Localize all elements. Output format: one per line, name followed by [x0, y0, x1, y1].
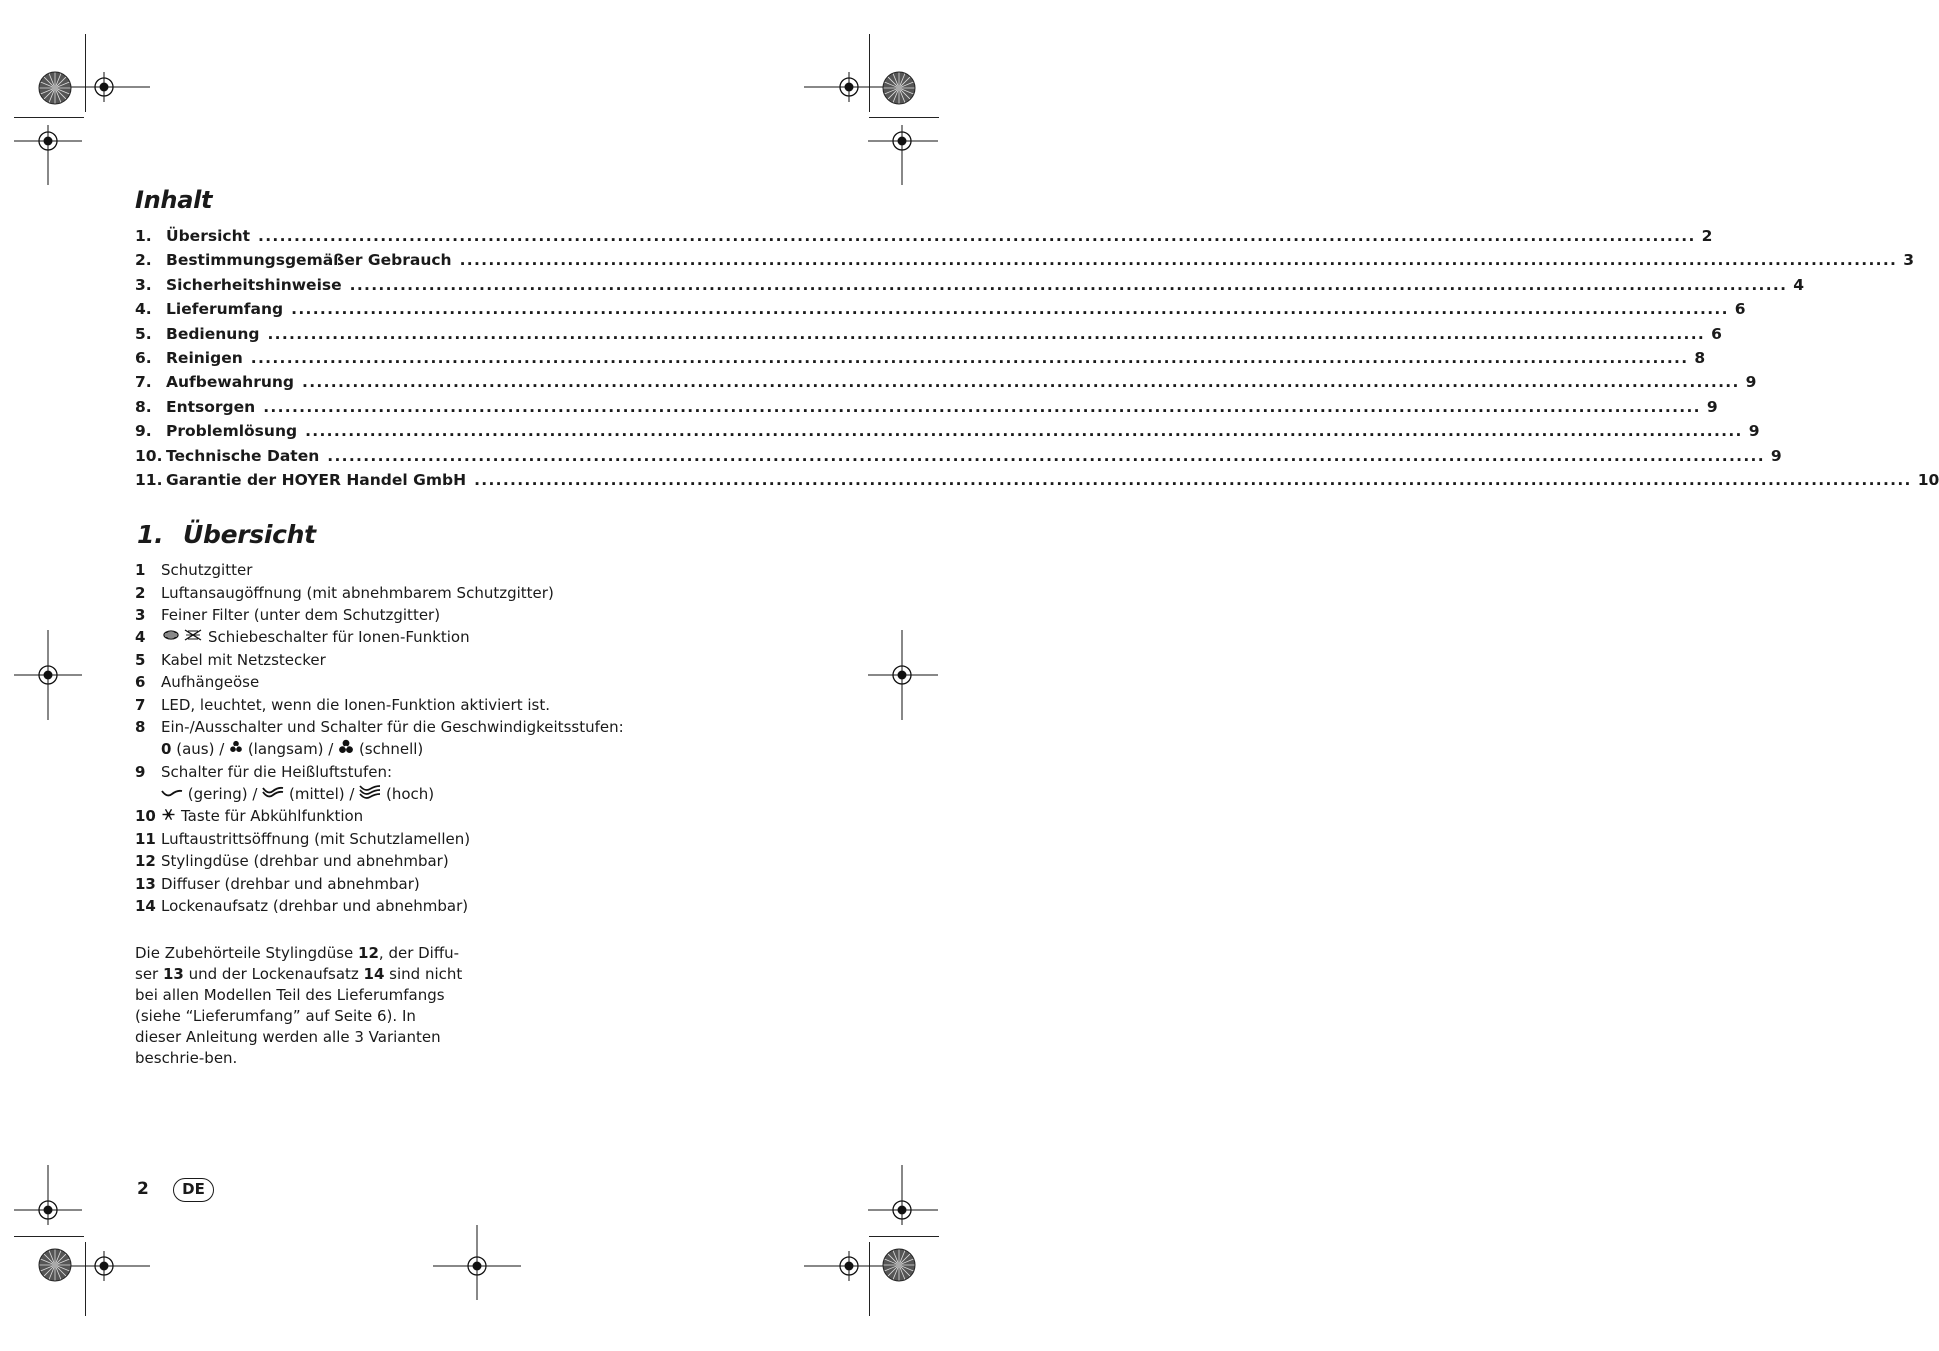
heat-mid-label: (mittel) / [288, 785, 355, 804]
part-number: 9 [135, 762, 146, 781]
toc-dot-leader: ........................................................................................................................................................................................................ [267, 324, 1706, 343]
color-wheel-icon [39, 72, 71, 104]
part-label: Taste für Abkühlfunktion [181, 807, 364, 826]
part-number: 13 [135, 874, 156, 893]
intro-text: , der Diffu-ser [135, 944, 460, 983]
toc-entry-page: 9 [1770, 446, 1782, 465]
speed-options [135, 738, 695, 760]
section-title: Übersicht [183, 520, 316, 549]
heat-high-label: (hoch) [386, 785, 435, 804]
toc-entry-number: 1. [135, 227, 152, 245]
color-wheel-icon [883, 1249, 915, 1281]
toc-entry-title: Problemlösung [166, 422, 298, 441]
part-label: Aufhängeöse [161, 673, 260, 692]
list-item [135, 626, 695, 648]
part-number: 7 [135, 695, 146, 714]
list-item [135, 805, 695, 827]
toc-entry[interactable] [135, 422, 1760, 446]
color-wheel-icon [39, 1249, 71, 1281]
toc-entry-title: Aufbewahrung [166, 373, 295, 392]
part-number: 3 [135, 605, 146, 624]
list-item [135, 828, 695, 850]
part-label: Lockenaufsatz (drehbar und abnehmbar) [161, 897, 469, 916]
toc-dot-leader: ........................................................................................................................................................................................................ [349, 275, 1788, 294]
part-number: 12 [135, 852, 156, 871]
toc-entry-number: 4. [135, 300, 152, 319]
toc-dot-leader: ........................................................................................................................................................................................................ [302, 373, 1740, 392]
snowflake-icon [161, 807, 176, 826]
toc-dot-leader: ........................................................................................................................................................................................................ [327, 446, 1765, 465]
toc-dot-leader: ........................................................................................................................................................................................................ [263, 397, 1701, 416]
list-item [135, 761, 695, 783]
toc-entry-number: 6. [135, 348, 152, 367]
toc-entry-page: 10 [1917, 470, 1939, 489]
part-reference: 14 [363, 964, 385, 983]
toc-entry-page: 9 [1706, 397, 1718, 416]
speed-off-label: (aus) / [176, 740, 225, 759]
toc-entry-number: 5. [135, 324, 152, 343]
toc-entry-page: 9 [1745, 373, 1757, 392]
heat-high-icon [359, 784, 381, 804]
list-item [135, 895, 695, 917]
part-label: LED, leuchtet, wenn die Ionen-Funktion aktiviert ist. [161, 695, 550, 714]
parts-list [135, 559, 695, 917]
list-item [135, 716, 695, 738]
toc-entry-title: Bedienung [166, 324, 260, 343]
part-number: 1 [135, 561, 146, 580]
part-label: Feiner Filter (unter dem Schutzgitter) [161, 605, 441, 624]
toc-entry-number: 9. [135, 422, 152, 441]
toc-entry-number: 7. [135, 373, 152, 392]
part-number: 10 [135, 807, 156, 826]
heat-low-icon [161, 785, 183, 803]
toc-entry[interactable] [135, 373, 1757, 397]
list-item [135, 649, 695, 671]
toc-entry[interactable] [135, 300, 1746, 324]
part-label: Schiebeschalter für Ionen-Funktion [208, 628, 470, 647]
part-label: Schutzgitter [161, 561, 253, 580]
toc-entry-page: 9 [1748, 422, 1760, 441]
toc-entry-page: 4 [1793, 275, 1805, 294]
toc-entry[interactable] [135, 348, 1706, 373]
section-heading [137, 520, 316, 549]
section-number: 1. [137, 520, 164, 549]
speed-off-value: 0 [161, 740, 172, 759]
toc-dot-leader: ........................................................................................................................................................................................................ [459, 251, 1898, 270]
part-reference: 12 [358, 944, 379, 962]
toc-entry-page: 6 [1711, 324, 1722, 343]
toc-entry-number: 2. [135, 251, 152, 270]
language-badge: DE [173, 1178, 214, 1202]
toc-entry-title: Bestimmungsgemäßer Gebrauch [166, 251, 452, 270]
heat-options [135, 783, 695, 805]
toc-heading: Inhalt [135, 186, 213, 214]
toc-entry[interactable] [135, 397, 1718, 422]
part-number: 6 [135, 673, 146, 692]
color-wheel-icon [883, 72, 915, 104]
page-number: 2 [137, 1179, 149, 1199]
part-number: 4 [135, 628, 146, 647]
toc-entry-page: 2 [1701, 227, 1713, 245]
part-label: Schalter für die Heißluftstufen: [161, 762, 393, 781]
fan-fast-icon [338, 739, 354, 759]
part-reference: 13 [162, 964, 184, 983]
toc-entry[interactable] [135, 470, 1939, 495]
toc-entry-number: 8. [135, 397, 152, 416]
heat-mid-icon [262, 785, 284, 803]
intro-text: Die Zubehörteile Stylingdüse [135, 944, 359, 962]
toc-entry-title: Technische Daten [166, 446, 320, 465]
intro-paragraph [135, 943, 465, 1068]
intro-text: und der Lockenaufsatz [183, 964, 364, 983]
toc-entry-title: Entsorgen [166, 397, 256, 416]
list-item [135, 671, 695, 693]
ion-off-icon [183, 628, 203, 646]
fan-slow-icon [229, 740, 243, 758]
part-number: 11 [135, 829, 156, 848]
toc-entry-title: Übersicht [166, 227, 251, 245]
speed-slow-label: (langsam) / [247, 740, 334, 759]
table-of-contents [135, 227, 1939, 495]
toc-entry[interactable] [135, 446, 1782, 471]
toc-entry[interactable] [135, 324, 1722, 349]
toc-entry-number: 3. [135, 275, 152, 294]
list-item [135, 850, 695, 872]
toc-dot-leader: ........................................................................................................................................................................................................ [250, 348, 1689, 367]
list-item [135, 872, 695, 894]
intro-text: sind nicht bei allen Modellen Teil des Lieferumfangs (siehe “Lieferumfang” auf Seite 6). In dieser Anleitung werden alle 3 Varianten beschrie-ben. [135, 964, 463, 1067]
part-number: 2 [135, 583, 146, 602]
part-label: Luftansaugöffnung (mit abnehmbarem Schutzgitter) [161, 583, 554, 602]
toc-entry[interactable] [135, 227, 1713, 251]
toc-dot-leader: ........................................................................................................................................................................................................ [474, 470, 1912, 489]
toc-entry-page: 6 [1734, 300, 1746, 319]
toc-entry[interactable] [135, 251, 1915, 275]
part-label: Stylingdüse (drehbar und abnehmbar) [161, 852, 449, 871]
toc-entry-page: 8 [1694, 348, 1706, 367]
part-label: Kabel mit Netzstecker [161, 650, 326, 669]
part-number: 5 [135, 650, 146, 669]
toc-entry-title: Sicherheitshinweise [166, 275, 342, 294]
part-label: Ein-/Ausschalter und Schalter für die Geschwindigkeitsstufen: [161, 717, 624, 736]
toc-entry[interactable] [135, 275, 1805, 300]
toc-entry-page: 3 [1903, 251, 1915, 270]
toc-entry-number: 11. [135, 470, 163, 489]
toc-dot-leader: ........................................................................................................................................................................................................ [305, 422, 1743, 441]
part-number: 14 [135, 897, 156, 916]
toc-entry-title: Garantie der HOYER Handel GmbH [166, 470, 467, 489]
part-label: Luftaustrittsöffnung (mit Schutzlamellen) [161, 829, 471, 848]
toc-entry-title: Lieferumfang [166, 300, 284, 319]
list-item [135, 559, 695, 581]
list-item [135, 581, 695, 603]
list-item [135, 604, 695, 626]
part-label: Diffuser (drehbar und abnehmbar) [161, 874, 420, 893]
speed-fast-label: (schnell) [358, 740, 424, 759]
toc-entry-title: Reinigen [166, 348, 243, 367]
toc-entry-number: 10. [135, 446, 163, 465]
part-number: 8 [135, 717, 146, 736]
toc-dot-leader: ........................................................................................................................................................................................................ [291, 300, 1729, 319]
list-item [135, 693, 695, 715]
ion-on-icon [161, 628, 181, 646]
toc-dot-leader: ........................................................................................................................................................................................................ [258, 227, 1696, 245]
heat-low-label: (gering) / [187, 785, 258, 804]
